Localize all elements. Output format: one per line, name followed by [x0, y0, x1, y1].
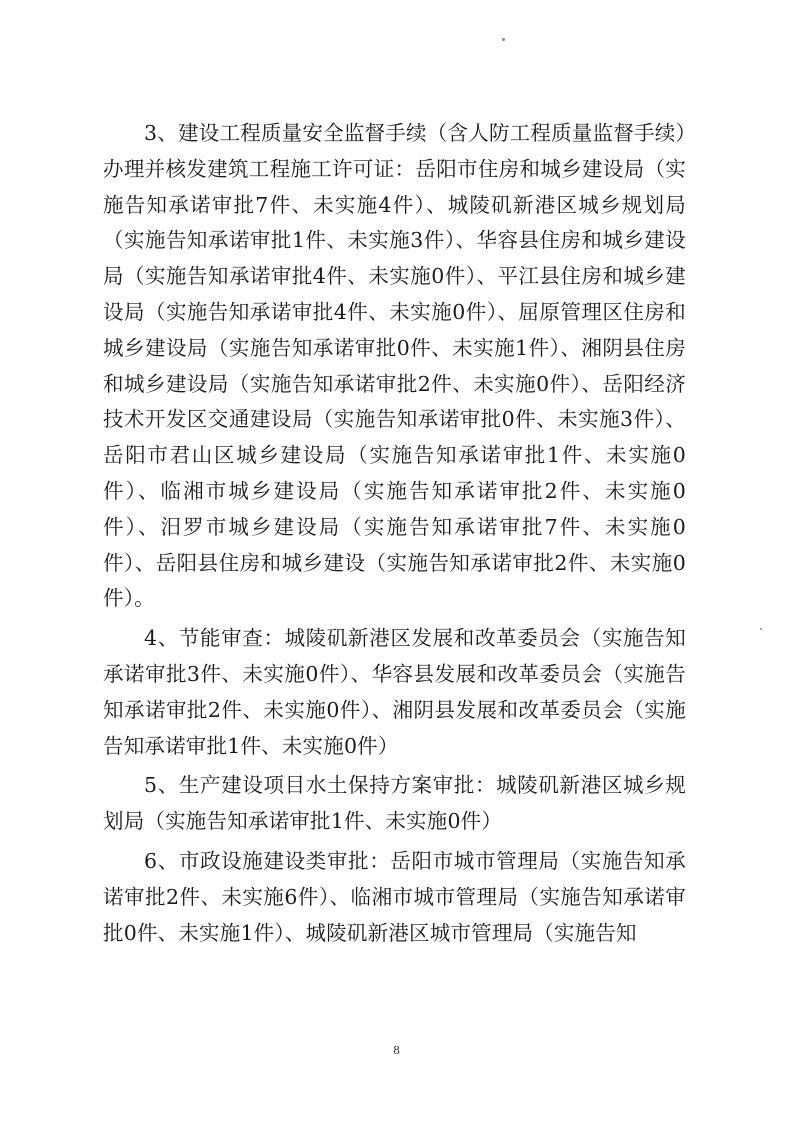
paragraph-item-3: 3、建设工程质量安全监督手续（含人防工程质量监督手续）办理并核发建筑工程施工许可证：岳阳市住房和城乡建设局（实施告知承诺审批7件、未实施4件）、城陵矶新港区城乡规划局（实施告知承诺审批1件、未实施3件）、华容县住房和城乡建设局（实施告知承诺审批4件、未实施0件）、平江县住房和城乡建设局（实施告知承诺审批4件、未实施0件）、屈原管理区住房和城乡建设局（实施告知承诺审批0件、未实施1件）、湘阴县住房和城乡建设局（实施告知承诺审批2件、未实施0件）、岳阳经济技术开发区交通建设局（实施告知承诺审批0件、未实施3件）、岳阳市君山区城乡建设局（实施告知承诺审批1件、未实施0件）、临湘市城乡建设局（实施告知承诺审批2件、未实施0件）、汨罗市城乡建设局（实施告知承诺审批7件、未实施0件）、岳阳县住房和城乡建设（实施告知承诺审批2件、未实施0件）。 [103, 121, 686, 611]
paragraph-item-4: 4、节能审查：城陵矶新港区发展和改革委员会（实施告知承诺审批3件、未实施0件）、华容县发展和改革委员会（实施告知承诺审批2件、未实施0件）、湘阴县发展和改革委员会（实施告知承诺审批1件、未实施0件） [103, 626, 686, 758]
paragraph-item-5: 5、生产建设项目水土保持方案审批：城陵矶新港区城乡规划局（实施告知承诺审批1件、未实施0件） [103, 773, 686, 834]
scan-speck [502, 38, 505, 41]
document-body [103, 116, 686, 955]
page-number: 8 [393, 1044, 400, 1057]
scan-speck [760, 628, 762, 630]
paragraph-item-6: 6、市政设施建设类审批：岳阳市城市管理局（实施告知承诺审批2件、未实施6件）、临湘市城市管理局（实施告知承诺审批0件、未实施1件）、城陵矶新港区城市管理局（实施告知 [103, 848, 686, 945]
